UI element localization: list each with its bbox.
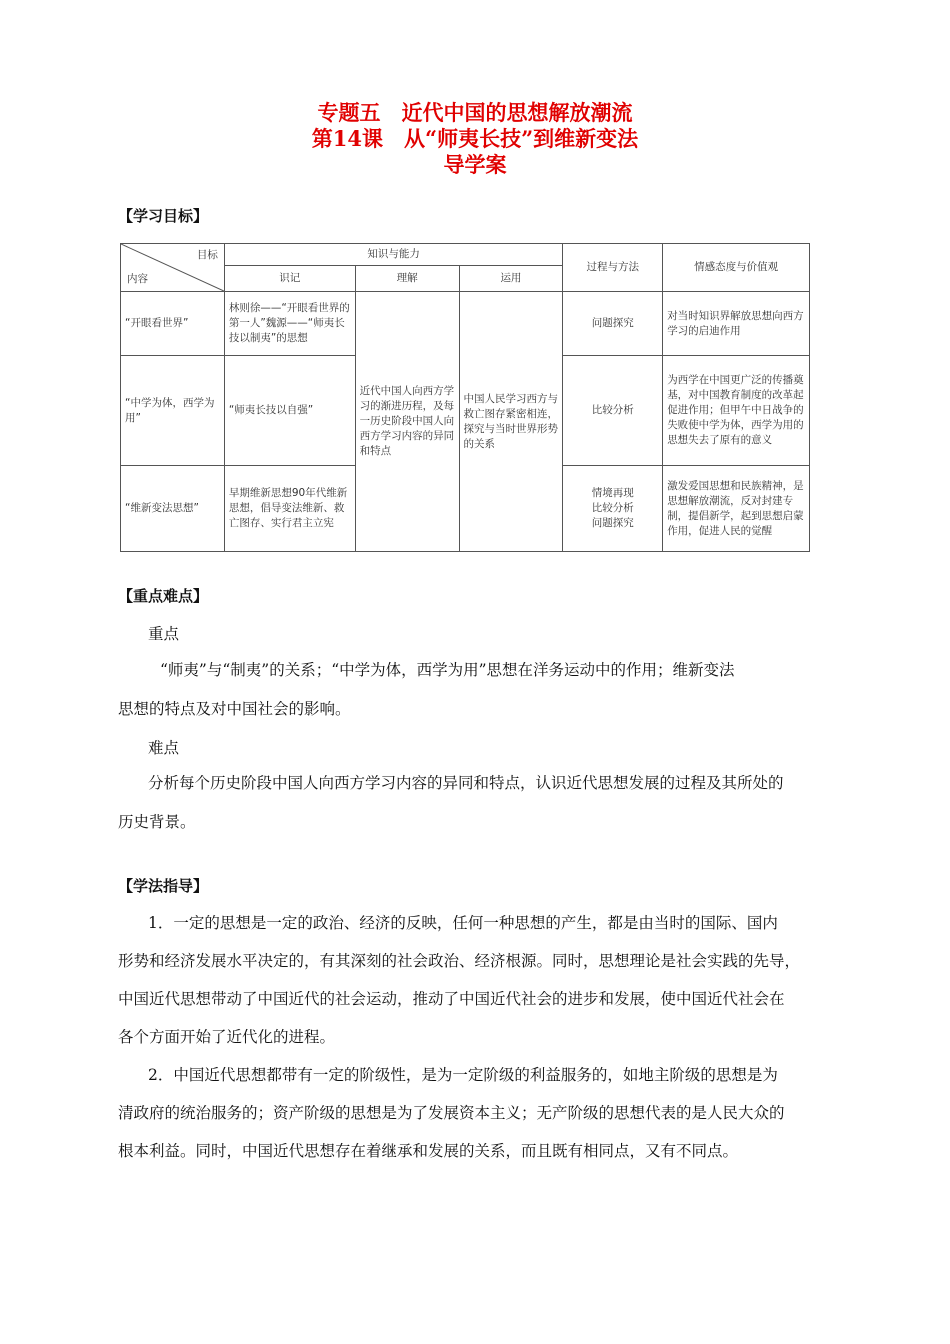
method-2-line-1: 2．中国近代思想都带有一定的阶级性，是为一定阶级的利益服务的，如地主阶级的思想是为 (148, 1066, 778, 1084)
header-understand: 理解 (355, 266, 459, 292)
difficulty-text-line-1: 分析每个历史阶段中国人向西方学习内容的异同和特点，认识近代思想发展的过程及其所处的 (148, 774, 784, 792)
row-attitude-cell: 激发爱国思想和民族精神，是思想解放潮流，反对封建专制，提倡新学，起到思想启蒙作用，促进人民的觉醒 (663, 466, 810, 552)
corner-goal-label: 目标 (196, 249, 218, 261)
row-process-cell: 情境再现 比较分析 问题探究 (563, 466, 663, 552)
row-process-cell: 问题探究 (563, 292, 663, 356)
understand-cell: 近代中国人向西方学习的渐进历程，及每一历史阶段中国人向西方学习内容的异同和特点 (355, 292, 459, 552)
method-1-line-1: 1．一定的思想是一定的政治、经济的反映，任何一种思想的产生，都是由当时的国际、国内 (148, 914, 778, 932)
table-corner-cell (121, 244, 225, 292)
table-row (121, 292, 810, 356)
header-attitude-values: 情感态度与价值观 (663, 244, 810, 292)
section-goals: 【学习目标】 (118, 207, 209, 225)
header-knowledge-ability: 知识与能力 (224, 244, 563, 266)
row-memorize-cell: 早期维新思想90年代维新思想，倡导变法维新、救亡图存、实行君主立宪 (224, 466, 355, 552)
apply-cell: 中国人民学习西方与救亡图存紧密相连，探究与当时世界形势的关系 (459, 292, 563, 552)
method-1-line-3: 中国近代思想带动了中国近代的社会运动，推动了中国近代社会的进步和发展，使中国近代社会在 (118, 990, 785, 1008)
row-content-cell: “维新变法思想” (121, 466, 225, 552)
row-attitude-cell: 为西学在中国更广泛的传播奠基，对中国教育制度的改革起促进作用；但甲午中日战争的失败使中学为体，西学为用的思想失去了原有的意义 (663, 356, 810, 466)
title-line-3: 导学案 (443, 152, 507, 177)
goals-table (120, 243, 810, 552)
method-2-line-3: 根本利益。同时，中国近代思想存在着继承和发展的关系，而且既有相同点，又有不同点。 (118, 1142, 739, 1160)
method-2-line-2: 清政府的统治服务的；资产阶级的思想是为了发展资本主义；无产阶级的思想代表的是人民大众的 (118, 1104, 785, 1122)
title-line-1: 专题五 近代中国的思想解放潮流 (317, 100, 633, 125)
row-process-cell: 比较分析 (563, 356, 663, 466)
section-methods: 【学法指导】 (118, 877, 209, 895)
title-line-2: 第14课 从“师夷长技”到维新变法 (311, 126, 639, 151)
row-content-cell: “中学为体，西学为用” (121, 356, 225, 466)
method-1-line-4: 各个方面开始了近代化的进程。 (118, 1028, 336, 1046)
key-point-label: 重点 (148, 625, 180, 643)
corner-content-label: 内容 (127, 273, 148, 285)
row-attitude-cell: 对当时知识界解放思想向西方学习的启迪作用 (663, 292, 810, 356)
header-process-method: 过程与方法 (563, 244, 663, 292)
row-memorize-cell: 林则徐——“开眼看世界的第一人”魏源——“师夷长技以制夷”的思想 (224, 292, 355, 356)
row-content-cell: “开眼看世界” (121, 292, 225, 356)
header-apply: 运用 (459, 266, 563, 292)
difficulty-text-line-2: 历史背景。 (118, 813, 196, 831)
difficulty-label: 难点 (148, 739, 180, 757)
row-memorize-cell: “师夷长技以自强” (224, 356, 355, 466)
key-point-text-line-1: “师夷”与“制夷”的关系；“中学为体，西学为用”思想在洋务运动中的作用；维新变法 (160, 661, 735, 679)
method-1-line-2: 形势和经济发展水平决定的，有其深刻的社会政治、经济根源。同时，思想理论是社会实践的先导， (118, 952, 801, 970)
header-memorize: 识记 (224, 266, 355, 292)
section-key-points: 【重点难点】 (118, 587, 209, 605)
key-point-text-line-2: 思想的特点及对中国社会的影响。 (118, 700, 351, 718)
